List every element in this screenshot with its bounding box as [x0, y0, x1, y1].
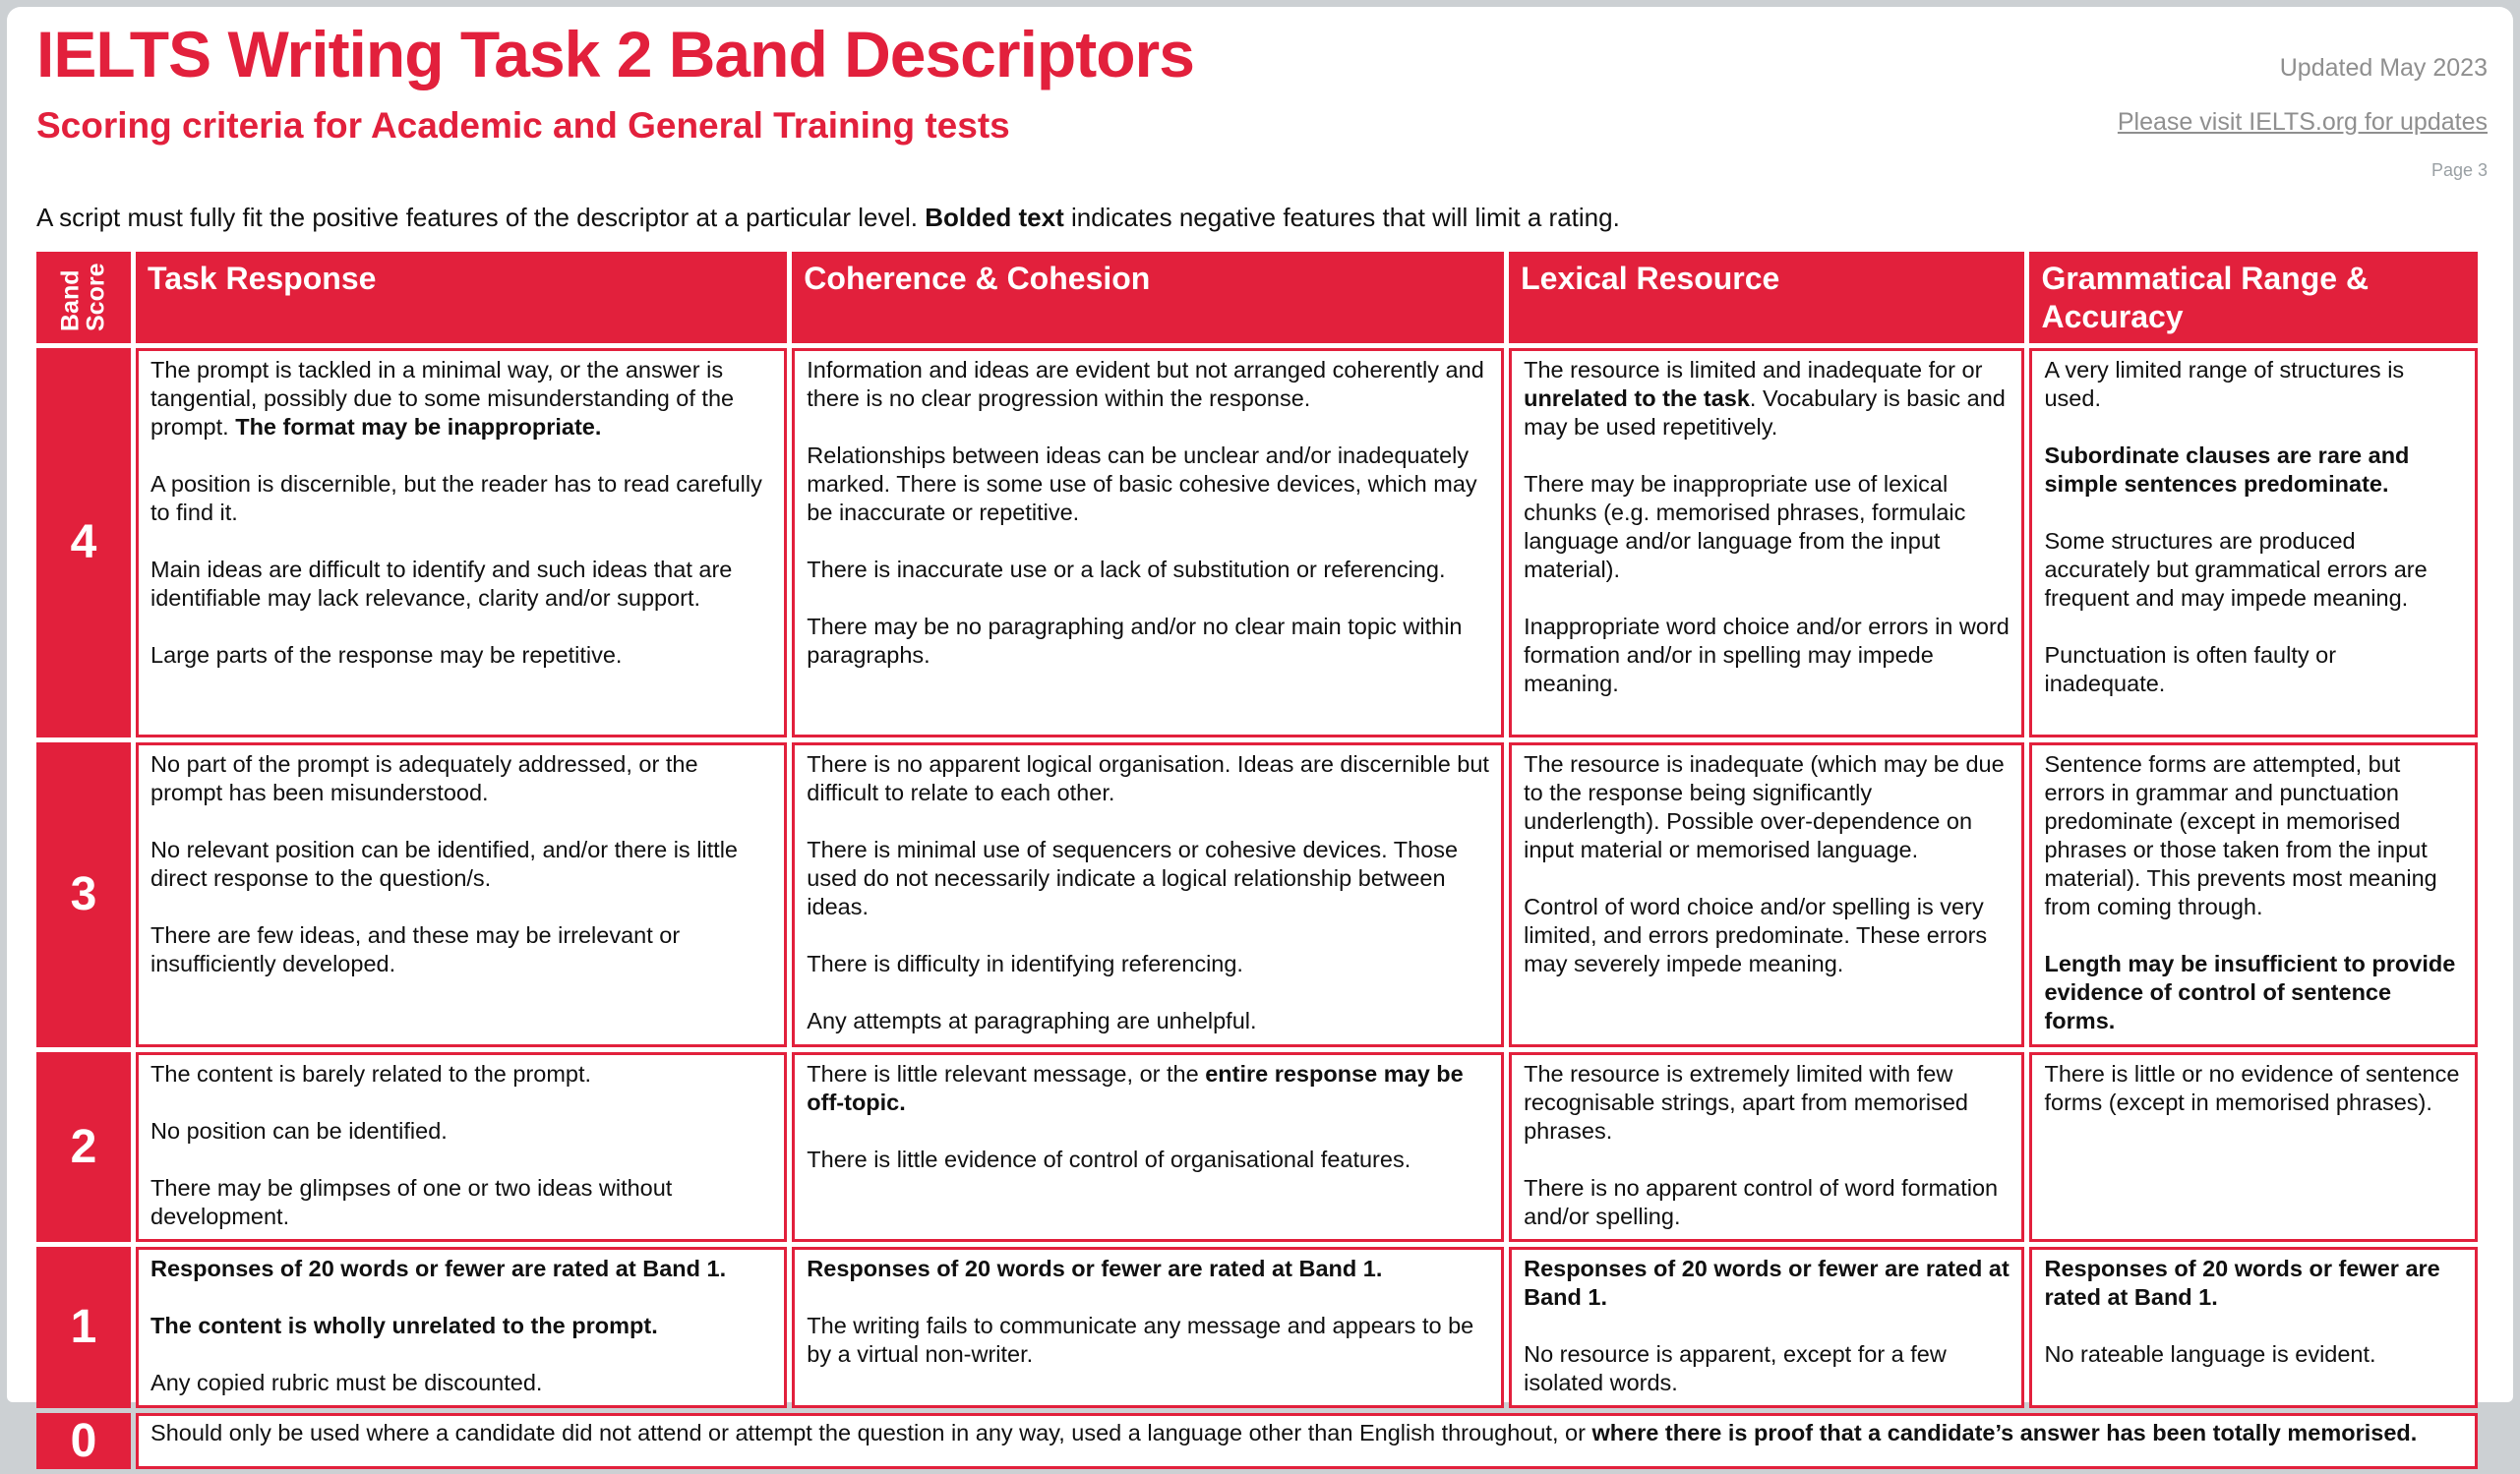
descriptor-paragraph: Responses of 20 words or fewer are rated at Band 1.	[1524, 1255, 2010, 1310]
page-title: IELTS Writing Task 2 Band Descriptors	[36, 18, 1194, 90]
band-row-1	[36, 1247, 2478, 1408]
descriptor-paragraph: There is minimal use of sequencers or cohesive devices. Those used do not necessarily indicate a logical relationship between ideas.	[807, 836, 1459, 919]
header-row	[36, 252, 2478, 343]
descriptor-paragraph: Large parts of the response may be repetitive.	[150, 641, 623, 668]
descriptor-paragraph: There is little evidence of control of organisational features.	[807, 1146, 1411, 1172]
descriptor-paragraph: Main ideas are difficult to identify and such ideas that are identifiable may lack relevance, clarity and/or support.	[150, 556, 733, 611]
descriptor-paragraph: Any copied rubric must be discounted.	[150, 1369, 543, 1395]
descriptor-paragraph: The resource is limited and inadequate for or unrelated to the task. Vocabulary is basic and may be used repetitively.	[1524, 356, 2006, 440]
descriptor-paragraph: Responses of 20 words or fewer are rated at Band 1.	[807, 1255, 1383, 1281]
descriptor-cell	[1509, 1247, 2024, 1408]
title-block	[36, 13, 1194, 147]
column-header: Task Response	[136, 252, 787, 343]
intro-text-suffix: indicates negative features that will limit a rating.	[1063, 203, 1620, 232]
band-score-cell: 1	[36, 1247, 131, 1408]
band-row-4	[36, 348, 2478, 737]
descriptor-paragraph: There is little relevant message, or the entire response may be off-topic.	[807, 1060, 1464, 1115]
descriptor-paragraph: The resource is extremely limited with few recognisable strings, apart from memorised phrases.	[1524, 1060, 1968, 1144]
ielts-updates-link[interactable]: Please visit IELTS.org for updates	[2117, 108, 2488, 136]
descriptor-cell	[792, 1247, 1504, 1408]
descriptor-paragraph: Control of word choice and/or spelling is very limited, and errors predominate. These errors may severely impede meaning.	[1524, 893, 1988, 976]
descriptor-cell	[2029, 1052, 2478, 1242]
descriptor-cell	[1509, 742, 2024, 1047]
descriptor-paragraph: The content is barely related to the prompt.	[150, 1060, 592, 1087]
descriptor-paragraph: The resource is inadequate (which may be due to the response being significantly underlength). Possible over-dependence on input material or memorised language.	[1524, 750, 2005, 862]
descriptor-cell	[1509, 1052, 2024, 1242]
descriptor-paragraph: No resource is apparent, except for a few isolated words.	[1524, 1340, 1947, 1395]
intro-note	[36, 203, 2488, 233]
meta-block	[2118, 54, 2488, 181]
descriptor-paragraph: There is no apparent control of word formation and/or spelling.	[1524, 1174, 1999, 1229]
column-header: Grammatical Range & Accuracy	[2029, 252, 2478, 343]
descriptor-paragraph: There are few ideas, and these may be irrelevant or insufficiently developed.	[150, 921, 681, 976]
descriptor-paragraph: There is little or no evidence of sentence forms (except in memorised phrases).	[2044, 1060, 2460, 1115]
descriptor-cell	[2029, 1247, 2478, 1408]
updated-label: Updated May 2023	[2279, 54, 2488, 82]
descriptor-cell	[136, 1413, 2478, 1469]
descriptor-paragraph: No position can be identified.	[150, 1117, 448, 1144]
band-score-cell: 3	[36, 742, 131, 1047]
descriptor-cell	[1509, 348, 2024, 737]
descriptor-cell	[2029, 348, 2478, 737]
intro-bold-text: Bolded text	[925, 203, 1064, 232]
descriptor-paragraph: Any attempts at paragraphing are unhelpful.	[807, 1007, 1257, 1033]
descriptor-paragraph: Subordinate clauses are rare and simple sentences predominate.	[2044, 442, 2410, 497]
descriptor-cell	[136, 1247, 787, 1408]
page-number: Page 3	[2430, 160, 2488, 180]
descriptor-paragraph: No rateable language is evident.	[2044, 1340, 2376, 1367]
band-descriptors-table	[31, 247, 2483, 1474]
page-header	[36, 13, 2488, 181]
descriptor-cell	[2029, 742, 2478, 1047]
column-header: Lexical Resource	[1509, 252, 2024, 343]
column-header: Coherence & Cohesion	[792, 252, 1504, 343]
descriptor-paragraph: Length may be insufficient to provide evidence of control of sentence forms.	[2044, 950, 2456, 1033]
descriptor-paragraph: Information and ideas are evident but not arranged coherently and there is no clear progression within the response.	[807, 356, 1484, 411]
descriptor-paragraph: There may be no paragraphing and/or no clear main topic within paragraphs.	[807, 613, 1463, 668]
descriptor-paragraph: Relationships between ideas can be unclear and/or inadequately marked. There is some use of basic cohesive devices, which may be inaccurate or repetitive.	[807, 442, 1477, 525]
descriptor-paragraph: A position is discernible, but the reader has to read carefully to find it.	[150, 470, 762, 525]
descriptor-paragraph: The writing fails to communicate any message and appears to be by a virtual non-writer.	[807, 1312, 1474, 1367]
descriptor-paragraph: No relevant position can be identified, and/or there is little direct response to the question/s.	[150, 836, 739, 891]
descriptor-paragraph: There may be glimpses of one or two ideas without development.	[150, 1174, 673, 1229]
descriptor-paragraph: Some structures are produced accurately but grammatical errors are frequent and may impede meaning.	[2044, 527, 2428, 611]
descriptor-cell	[792, 1052, 1504, 1242]
document-page	[7, 7, 2513, 1467]
descriptor-paragraph: There may be inappropriate use of lexical chunks (e.g. memorised phrases, formulaic language and/or language from the input material).	[1524, 470, 1966, 582]
page-subtitle: Scoring criteria for Academic and General Training tests	[36, 105, 1010, 147]
band-score-cell: 2	[36, 1052, 131, 1242]
descriptor-paragraph: No part of the prompt is adequately addressed, or the prompt has been misunderstood.	[150, 750, 698, 805]
descriptor-paragraph: Should only be used where a candidate did not attend or attempt the question in any way, used a language other than English throughout, or where there is proof that a candidate’s answer has been totally memorised.	[150, 1419, 2418, 1445]
descriptor-cell	[136, 348, 787, 737]
descriptor-paragraph: A very limited range of structures is used.	[2044, 356, 2405, 411]
descriptor-cell	[792, 348, 1504, 737]
band-row-3	[36, 742, 2478, 1047]
band-score-cell: 4	[36, 348, 131, 737]
band-row-0	[36, 1413, 2478, 1469]
descriptor-cell	[136, 1052, 787, 1242]
band-row-2	[36, 1052, 2478, 1242]
descriptor-paragraph: Responses of 20 words or fewer are rated at Band 1.	[150, 1255, 727, 1281]
descriptor-paragraph: The prompt is tackled in a minimal way, or the answer is tangential, possibly due to some misunderstanding of the prompt. The format may be inappropriate.	[150, 356, 735, 440]
descriptor-paragraph: Punctuation is often faulty or inadequate.	[2044, 641, 2337, 696]
descriptor-paragraph: Sentence forms are attempted, but errors in grammar and punctuation predominate (except in memorised phrases or those taken from the input material). This prevents most meaning from coming through.	[2044, 750, 2437, 919]
descriptor-cell	[792, 742, 1504, 1047]
descriptor-paragraph: There is difficulty in identifying referencing.	[807, 950, 1243, 976]
band-score-cell: 0	[36, 1413, 131, 1469]
intro-text: A script must fully fit the positive features of the descriptor at a particular level.	[36, 203, 926, 232]
descriptor-paragraph: There is inaccurate use or a lack of substitution or referencing.	[807, 556, 1446, 582]
descriptor-paragraph: There is no apparent logical organisation. Ideas are discernible but difficult to relate to each other.	[807, 750, 1489, 805]
descriptor-cell	[136, 742, 787, 1047]
band-score-header	[36, 252, 131, 343]
band-score-header-text: Band Score	[56, 263, 111, 332]
descriptor-paragraph: Inappropriate word choice and/or errors in word formation and/or in spelling may impede meaning.	[1524, 613, 2010, 696]
descriptor-paragraph: The content is wholly unrelated to the prompt.	[150, 1312, 658, 1338]
descriptor-paragraph: Responses of 20 words or fewer are rated at Band 1.	[2044, 1255, 2440, 1310]
